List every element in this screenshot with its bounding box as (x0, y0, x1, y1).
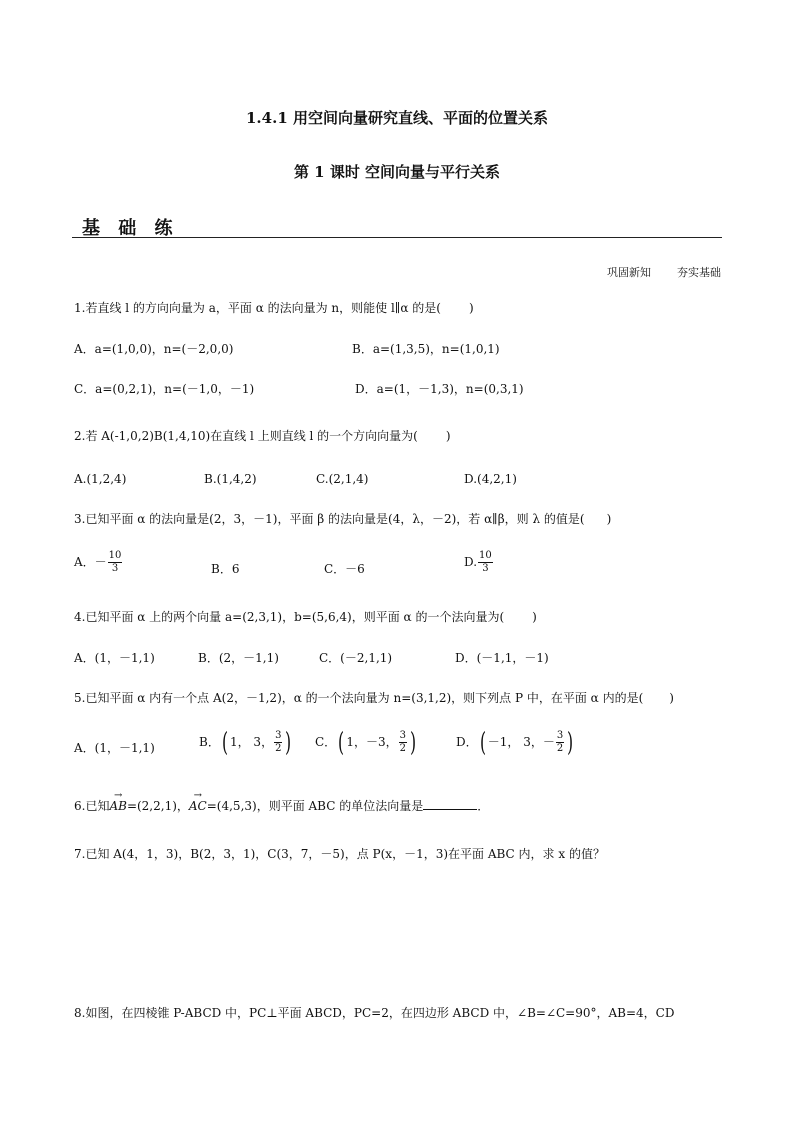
question-7-stem: 7.已知 A(4，1，3)，B(2，3，1)，C(3，7，－5)，点 P(x，－1，3)在平面 ABC 内，求 x 的值？ (74, 847, 605, 861)
question-5-option-b-body: 1， 3， (229, 735, 274, 749)
question-1-text: 1.若直线 l 的方向向量为 a，平面 α 的法向量为 n，则能使 l∥α 的是( (74, 301, 441, 315)
question-3-text: 3.已知平面 α 的法向量是(2，3，－1)，平面 β 的法向量是(4，λ，－2)，若 α∥β，则 λ 的值是( (74, 512, 585, 526)
question-4-close: ) (532, 610, 537, 624)
fraction-denominator: 2 (275, 743, 282, 754)
fraction-numerator: 3 (556, 730, 564, 741)
question-1-option-d: D．a=(1，－1,3)，n=(0,3,1) (355, 382, 524, 396)
fraction-denominator: 2 (399, 743, 406, 754)
question-5-option-a: A．(1，－1,1) (74, 741, 155, 755)
question-2-stem (74, 427, 451, 444)
question-5-stem (74, 689, 674, 706)
question-5-close: ) (669, 691, 674, 705)
question-5-option-c-prefix: C． (315, 735, 337, 749)
question-4-option-d: D．(－1,1，－1) (455, 651, 549, 665)
right-paren: ) (410, 727, 417, 758)
question-3-stem (74, 510, 611, 527)
question-2-option-d: D.(4,2,1) (464, 472, 517, 486)
section-divider (72, 237, 722, 238)
fraction-numerator: 3 (275, 730, 282, 741)
question-2-close: ) (445, 429, 451, 443)
fraction-numerator: 3 (399, 730, 406, 741)
tag-consolidate: 巩固新知 (607, 266, 651, 279)
vector-ab: → AB (109, 799, 126, 813)
fraction-denominator: 3 (482, 563, 489, 574)
question-6-prefix: 6.已知 (74, 799, 110, 813)
question-3-option-c: C．－6 (324, 562, 365, 576)
question-1-close: ) (468, 301, 474, 315)
question-5-option-d (456, 727, 575, 758)
question-3-option-a-prefix: A．－ (74, 555, 107, 569)
right-paren: ) (285, 727, 292, 758)
question-8-stem: 8.如图，在四棱锥 P-ABCD 中，PC⊥平面 ABCD，PC=2，在四边形 ABCD 中，∠B=∠C=90°，AB=4，CD (74, 1006, 675, 1020)
fraction (274, 730, 282, 755)
question-5-option-d-prefix: D． (456, 735, 478, 749)
section-tags (607, 264, 721, 280)
question-2-option-b: B.(1,4,2) (204, 472, 257, 486)
answer-blank[interactable] (423, 799, 477, 810)
fraction (556, 730, 564, 755)
question-5-option-d-body: －1， 3，－ (487, 735, 555, 749)
fraction-numerator: 10 (108, 550, 122, 561)
question-3-option-d (464, 550, 494, 575)
question-1-option-c: C．a=(0,2,1)，n=(－1,0，－1) (74, 382, 255, 396)
fraction-denominator: 2 (556, 743, 564, 754)
question-3-option-a (74, 550, 123, 575)
question-3-option-b: B．6 (211, 562, 240, 576)
fraction (478, 550, 493, 575)
question-6-ab-value: =(2,2,1)， (126, 799, 189, 813)
left-paren: ( (479, 727, 486, 758)
page-title: 1.4.1 用空间向量研究直线、平面的位置关系 (246, 109, 548, 127)
question-4-stem (74, 608, 537, 625)
question-2-option-a: A.(1,2,4) (74, 472, 127, 486)
question-4-option-c: C．(－2,1,1) (319, 651, 393, 665)
question-5-option-b-prefix: B． (199, 735, 220, 749)
question-1-stem (74, 299, 474, 316)
question-1-option-a: A．a=(1,0,0)，n=(－2,0,0) (74, 342, 234, 356)
question-4-option-b: B．(2，－1,1) (198, 651, 279, 665)
fraction-numerator: 10 (479, 550, 492, 561)
left-paren: ( (338, 727, 345, 758)
question-6-suffix: ． (477, 799, 490, 813)
fraction (108, 550, 123, 575)
vector-ac: → AC (189, 799, 207, 813)
question-5-option-b (199, 727, 294, 758)
tag-foundation: 夯实基础 (677, 266, 721, 279)
question-3-close: ) (606, 512, 612, 526)
question-4-option-a: A．(1，－1,1) (74, 651, 155, 665)
question-1-option-b: B．a=(1,3,5)，n=(1,0,1) (352, 342, 500, 356)
question-5-option-c-body: 1，－3， (346, 735, 398, 749)
question-2-text: 2.若 A(-1,0,2)B(1,4,10)在直线 l 上则直线 l 的一个方向向量为( (74, 429, 418, 443)
question-6-stem (74, 797, 489, 814)
left-paren: ( (221, 727, 228, 758)
question-5-text: 5.已知平面 α 内有一个点 A(2，－1,2)，α 的一个法向量为 n=(3,1,2)，则下列点 P 中，在平面 α 内的是( (74, 691, 644, 705)
fraction-denominator: 3 (111, 563, 119, 574)
fraction (399, 730, 407, 755)
page-subtitle: 第 1 课时 空间向量与平行关系 (293, 163, 501, 181)
question-2-option-c: C.(2,1,4) (316, 472, 369, 486)
question-3-option-d-prefix: D. (464, 555, 478, 569)
question-5-option-c (315, 727, 418, 758)
question-6-text: =(4,5,3)，则平面 ABC 的单位法向量是 (206, 799, 424, 813)
section-heading: 基 础 练 (82, 218, 179, 239)
question-4-text: 4.已知平面 α 上的两个向量 a=(2,3,1)，b=(5,6,4)，则平面 α 的一个法向量为( (74, 610, 505, 624)
right-paren: ) (567, 727, 574, 758)
